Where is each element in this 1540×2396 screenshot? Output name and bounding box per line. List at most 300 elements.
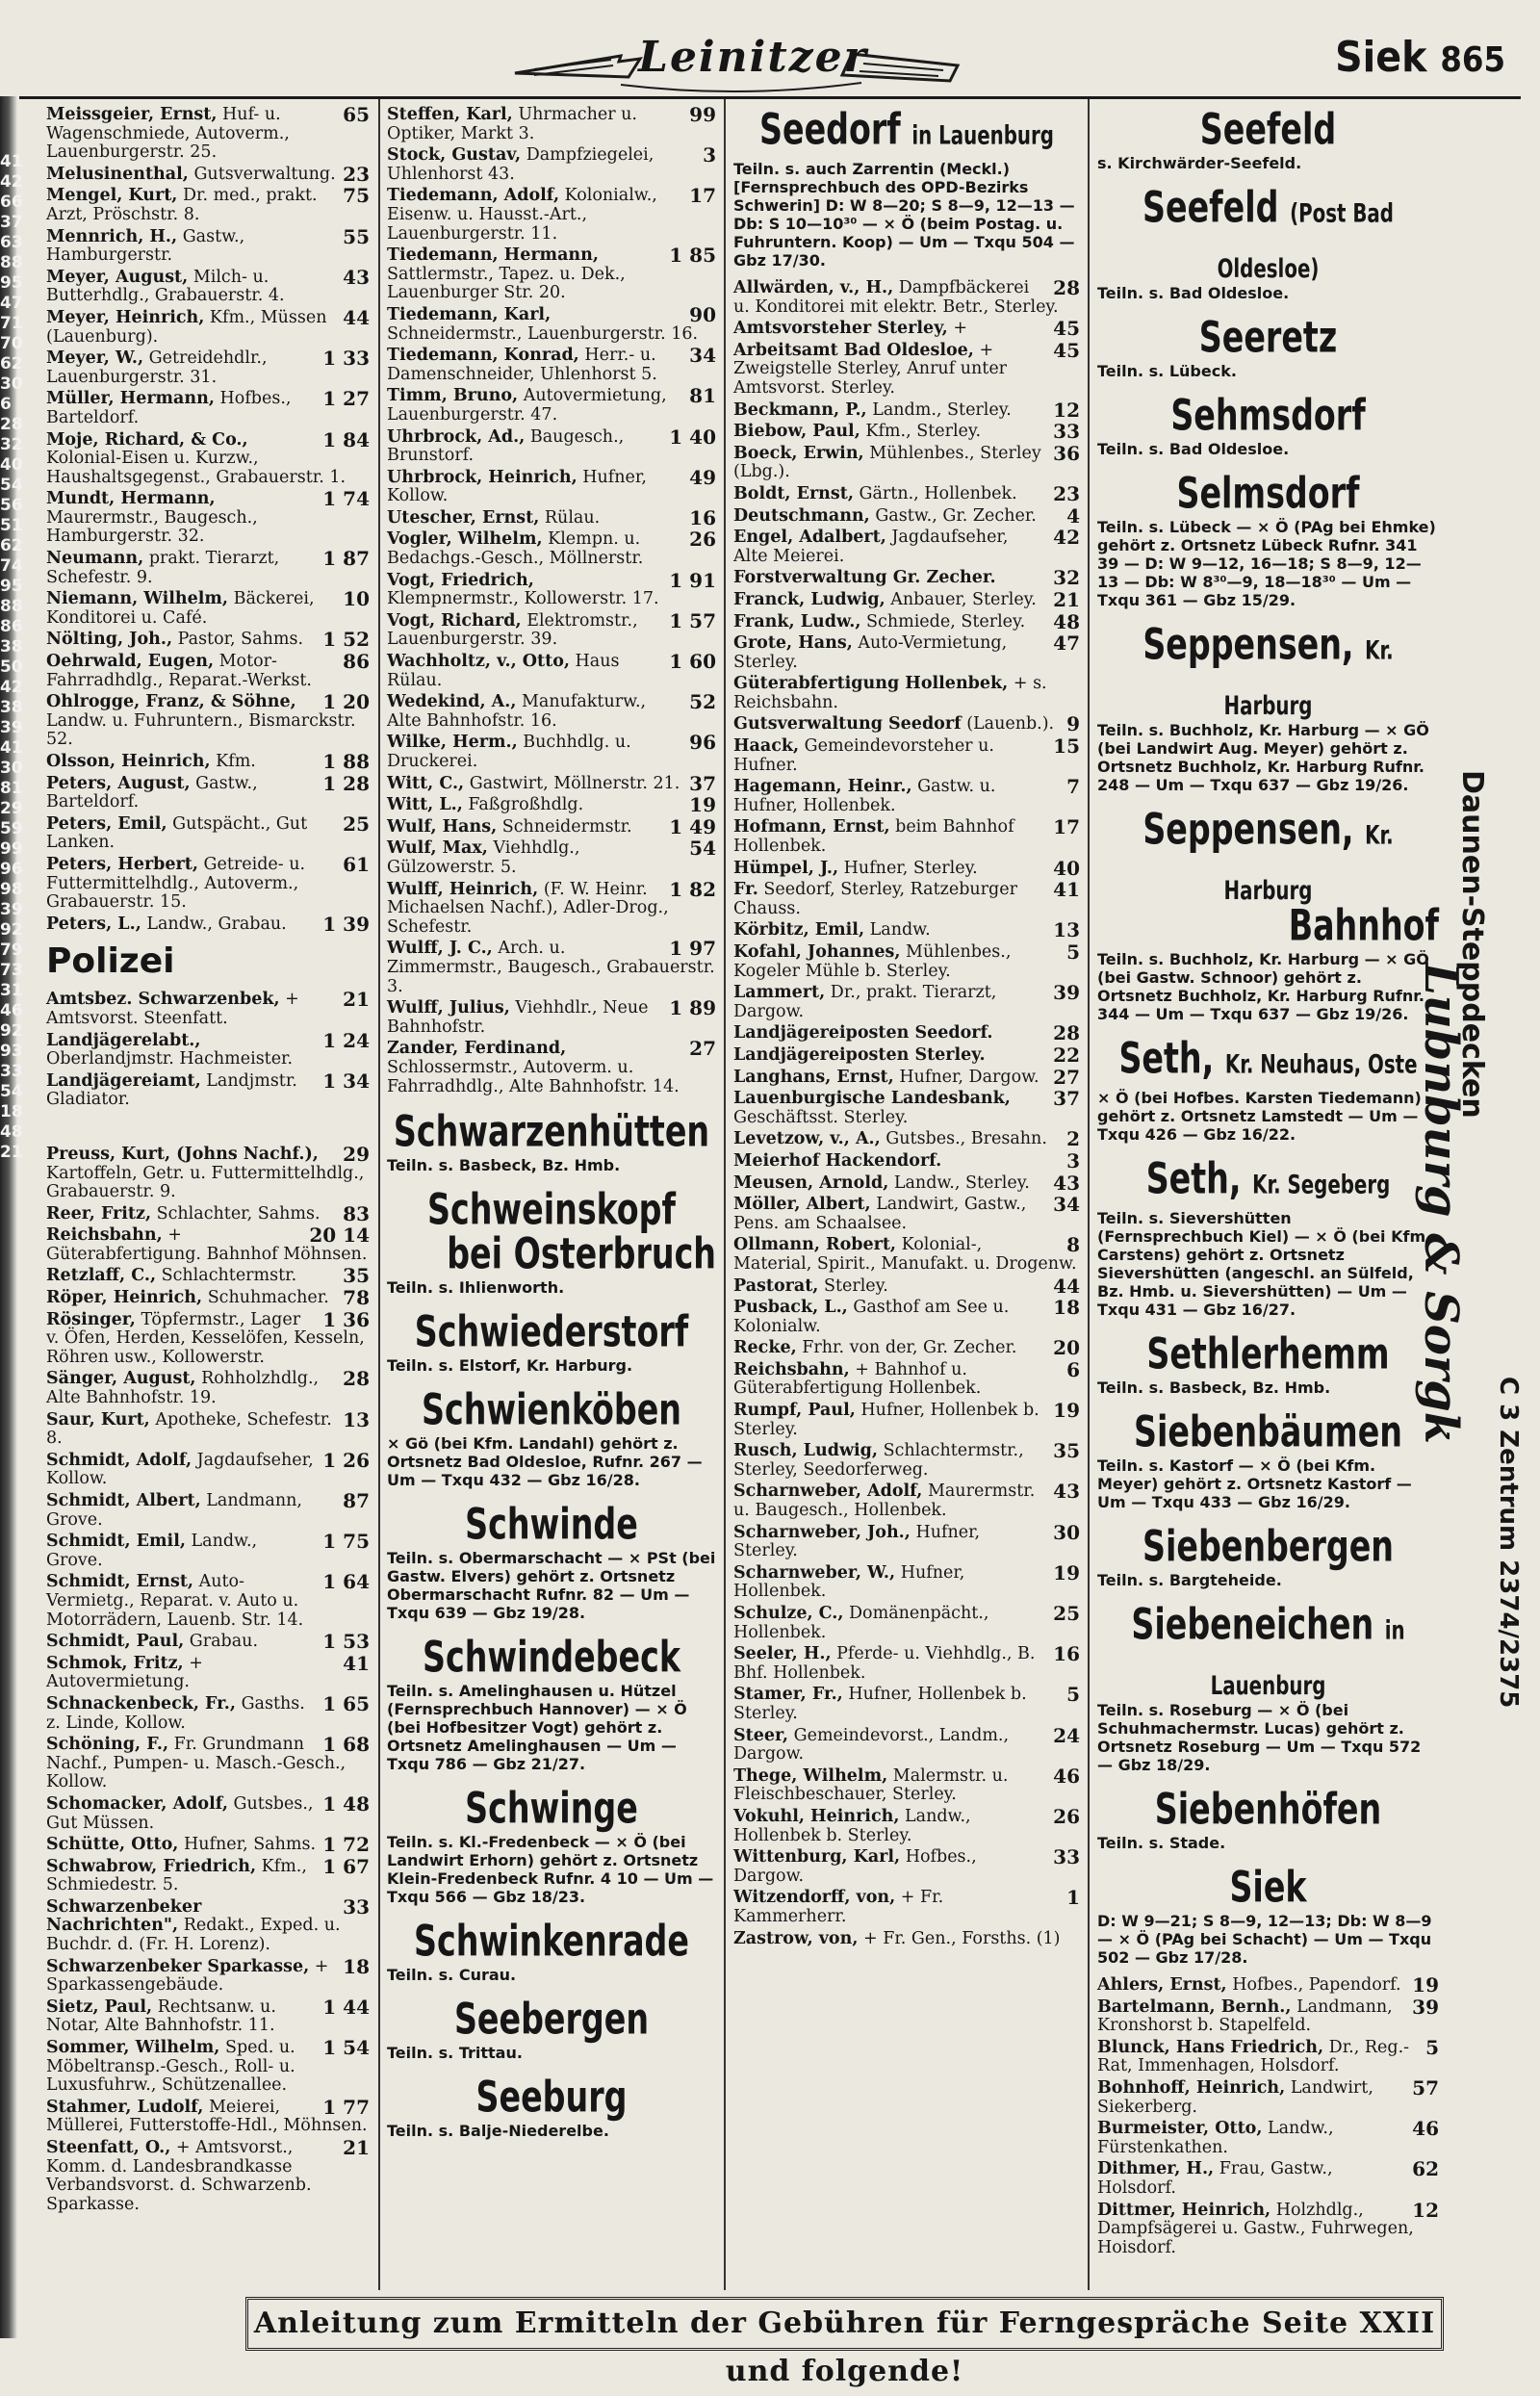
subscriber-name: Peters, August, bbox=[46, 773, 191, 793]
subscriber-name: Landjägereiamt, bbox=[46, 1070, 201, 1091]
subscriber-details: Landw., Sterley. bbox=[893, 1172, 1030, 1193]
phone-number: 26 bbox=[1053, 1804, 1080, 1828]
subscriber-details: Landmann, Grove. bbox=[46, 1491, 302, 1530]
directory-entry bbox=[46, 349, 370, 387]
phone-number: 1 91 bbox=[669, 568, 716, 592]
directory-entry bbox=[46, 988, 370, 1028]
subscriber-name: Thege, Wilhelm, bbox=[733, 1765, 888, 1786]
subscriber-name: Pastorat, bbox=[733, 1275, 819, 1296]
phone-number: 1 89 bbox=[669, 996, 716, 1020]
directory-entry bbox=[387, 937, 716, 996]
directory-entry bbox=[733, 856, 1080, 880]
phone-number: 28 bbox=[1053, 276, 1080, 299]
directory-entry bbox=[46, 690, 370, 750]
edge-number: 47 bbox=[0, 294, 23, 313]
phone-number: 83 bbox=[343, 1201, 370, 1225]
edge-number: 88 bbox=[0, 597, 23, 616]
place-heading bbox=[387, 1186, 716, 1234]
subscriber-details: Bäckerei, Konditorei u. Café. bbox=[46, 589, 315, 628]
place-info: Teiln. s. Bad Oldesloe. bbox=[1097, 440, 1290, 458]
directory-entry bbox=[733, 1764, 1080, 1805]
subscriber-name: Peters, Herbert, bbox=[46, 854, 198, 874]
phone-number: 29 bbox=[343, 1142, 370, 1166]
subscriber-name: Haack, bbox=[733, 736, 800, 757]
edge-number: 33 bbox=[0, 1062, 23, 1081]
directory-entry bbox=[733, 712, 1080, 736]
directory-entry bbox=[733, 398, 1080, 422]
place-info: Teiln. s. Lübeck — × Ö (PAg bei Ehmke) gehört z. Ortsnetz Lübeck Rufnr. 341 39 — D: W 9—12, 16—18; S 8—9, 12—13 — Db: W 8³⁰—9, 18—18³⁰ — Um — Txqu 361 — Gbz 15/29. bbox=[1097, 518, 1436, 609]
directory-entry bbox=[733, 1171, 1080, 1195]
phone-number: 35 bbox=[343, 1264, 370, 1288]
edge-number: 41 bbox=[0, 738, 23, 758]
subscriber-name: Amtsbez. Schwarzenbek, bbox=[46, 990, 280, 1010]
subscriber-name: Dithmer, H., bbox=[1097, 2159, 1215, 2179]
subscriber-details: Gastwirt, Möllnerstr. 21. bbox=[469, 773, 680, 793]
edge-number: 99 bbox=[0, 839, 23, 859]
phone-number: 5 bbox=[1066, 1683, 1080, 1707]
subscriber-name: Dittmer, Heinrich, bbox=[1097, 2200, 1271, 2220]
phone-number: 21 bbox=[343, 2136, 370, 2159]
phone-number: 42 bbox=[1053, 526, 1080, 550]
subscriber-details: Kfm. bbox=[216, 752, 256, 771]
directory-entry bbox=[46, 1894, 370, 1955]
directory-entry bbox=[387, 608, 716, 650]
subscriber-details: Gastw. u. Hufner, Hollenbek. bbox=[733, 777, 996, 815]
directory-entry bbox=[733, 587, 1080, 611]
subscriber-name: Schomacker, Adolf, bbox=[46, 1793, 228, 1814]
phone-number: 23 bbox=[1053, 481, 1080, 505]
subscriber-name: Amtsvorsteher Sterley, bbox=[733, 319, 948, 339]
directory-entry bbox=[46, 1448, 370, 1489]
directory-entry bbox=[46, 2095, 370, 2136]
directory-entry bbox=[733, 1065, 1080, 1089]
place-name: Sethlerhemm bbox=[1146, 1328, 1390, 1379]
subscriber-details: Pastor, Sahms. bbox=[177, 630, 304, 650]
place-heading bbox=[1097, 184, 1439, 295]
section-heading-police: Polizei bbox=[46, 941, 175, 982]
edge-number: 56 bbox=[0, 496, 23, 515]
place-heading bbox=[387, 1634, 716, 1682]
directory-entry bbox=[733, 609, 1080, 633]
subscriber-details: Landw., Grabau. bbox=[146, 914, 287, 934]
subscriber-name: Stamer, Fr., bbox=[733, 1685, 843, 1705]
place-name: Siek bbox=[1229, 1862, 1307, 1913]
phone-number: 39 bbox=[1412, 1995, 1439, 2019]
subscriber-name: Melusinenthal, bbox=[46, 164, 189, 184]
directory-entry bbox=[46, 1264, 370, 1288]
directory-entry bbox=[1097, 2035, 1439, 2076]
subscriber-details: Dampfbäckerei u. Konditorei mit elektr. Betr., Sterley. bbox=[733, 278, 1059, 317]
subscriber-details: Anbauer, Sterley. bbox=[890, 589, 1037, 609]
phone-number: 33 bbox=[343, 1894, 370, 1919]
subscriber-details: Kfm., Sterley. bbox=[865, 422, 982, 442]
page-title bbox=[1335, 33, 1505, 82]
place-heading bbox=[1097, 470, 1439, 518]
subscriber-details: + s. Reichsbahn. bbox=[733, 674, 1047, 712]
phone-number: 1 84 bbox=[322, 427, 370, 451]
subscriber-details: Schlachtermstr. bbox=[161, 1266, 297, 1286]
phone-number: 21 bbox=[1053, 587, 1080, 611]
phone-number: 33 bbox=[1053, 420, 1080, 444]
directory-entry bbox=[733, 775, 1080, 815]
directory-entry bbox=[46, 1226, 370, 1264]
edge-number: 6 bbox=[0, 395, 12, 414]
edge-number: 39 bbox=[0, 900, 23, 919]
directory-entry bbox=[733, 1087, 1080, 1127]
subscriber-name: Pusback, L., bbox=[733, 1298, 848, 1318]
directory-entry bbox=[733, 1520, 1080, 1561]
subscriber-details: Meierei, Müllerei, Futterstoffe-Hdl., Möhnsen. bbox=[46, 2097, 368, 2136]
phone-number: 19 bbox=[1412, 1973, 1439, 1997]
phone-number: 19 bbox=[689, 793, 716, 817]
subscriber-details: Motor-Fahrradhdlg., Reparat.-Werkst. bbox=[46, 652, 312, 690]
subscriber-details: Hufner, Hollenbek b. Sterley. bbox=[733, 1685, 1027, 1723]
edge-number: 93 bbox=[0, 1042, 23, 1061]
edge-number: 98 bbox=[0, 880, 23, 899]
directory-entry bbox=[46, 1691, 370, 1733]
subscriber-name: Kofahl, Johannes, bbox=[733, 942, 901, 962]
subscriber-name: Meierhof Hackendorf. bbox=[733, 1150, 942, 1171]
subscriber-name: Reichsbahn, bbox=[733, 1359, 850, 1379]
phone-number: 1 77 bbox=[322, 2095, 370, 2119]
subscriber-details: Elektromstr., Lauenburgerstr. 39. bbox=[387, 610, 638, 650]
phone-number: 99 bbox=[689, 103, 716, 126]
directory-entry bbox=[387, 505, 716, 529]
place-info: Teiln. s. Stade. bbox=[1097, 1834, 1226, 1852]
subscriber-name: Retzlaff, C., bbox=[46, 1266, 157, 1286]
edge-number: 28 bbox=[0, 415, 23, 434]
subscriber-name: Olsson, Heinrich, bbox=[46, 752, 211, 771]
subscriber-details: Sterley. bbox=[823, 1275, 888, 1296]
column-3 bbox=[733, 106, 1080, 1951]
directory-entry bbox=[387, 690, 716, 731]
place-info: Teiln. s. Basbeck, Bz. Hmb. bbox=[1097, 1378, 1331, 1397]
phone-number: 12 bbox=[1053, 398, 1080, 422]
subscriber-details: Kolonialw., Eisenw. u. Hausst.-Art., Lauenburgerstr. 11. bbox=[387, 186, 657, 244]
phone-number: 26 bbox=[689, 528, 716, 552]
place-name: Seeburg bbox=[475, 2072, 628, 2123]
directory-entry bbox=[733, 878, 1080, 918]
place-info: Teiln. s. Trittau. bbox=[387, 2044, 523, 2063]
subscriber-name: Peters, Emil, bbox=[46, 813, 167, 834]
phone-number: 1 26 bbox=[322, 1448, 370, 1472]
directory-entry bbox=[733, 1482, 1080, 1520]
phone-number: 44 bbox=[343, 305, 370, 329]
subscriber-name: Niemann, Wilhelm, bbox=[46, 589, 229, 609]
place-name: Schwinde bbox=[465, 1499, 638, 1550]
footer-note: Anleitung zum Ermitteln der Gebühren für Ferngespräche Seite XXII und folgende! bbox=[245, 2297, 1444, 2351]
place-heading bbox=[387, 1108, 716, 1156]
subscriber-name: Saur, Kurt, bbox=[46, 1409, 150, 1430]
place-heading bbox=[387, 1918, 716, 1966]
edge-number: 92 bbox=[0, 920, 23, 940]
phone-number: 1 75 bbox=[322, 1530, 370, 1554]
subscriber-details: Frau, Gastw., Holsdorf. bbox=[1097, 2159, 1333, 2198]
directory-entry bbox=[733, 631, 1080, 672]
place-heading bbox=[387, 1996, 716, 2044]
subscriber-details: Hufner, Hollenbek b. Sterley. bbox=[733, 1401, 1040, 1439]
directory-entry bbox=[733, 1642, 1080, 1683]
place-info: Teiln. s. Lübeck. bbox=[1097, 362, 1237, 380]
subscriber-details: Landw., Hollenbek b. Sterley. bbox=[733, 1806, 971, 1845]
phone-number: 17 bbox=[689, 184, 716, 208]
phone-number: 81 bbox=[689, 384, 716, 408]
directory-entry bbox=[1097, 2117, 1439, 2157]
subscriber-details: + Güterabfertigung. Bahnhof Möhnsen. bbox=[46, 1225, 368, 1264]
subscriber-details: Schlachtermstr., Sterley, Seedorferweg. bbox=[733, 1441, 1024, 1480]
logo-text: Leinitzer bbox=[638, 33, 868, 82]
place-name: Schwindebeck bbox=[423, 1632, 680, 1683]
edge-number: 40 bbox=[0, 455, 23, 475]
subscriber-name: Rusch, Ludwig, bbox=[733, 1441, 878, 1461]
publisher-logo bbox=[505, 27, 977, 94]
directory-entry bbox=[46, 771, 370, 812]
phone-number: 90 bbox=[689, 302, 716, 326]
directory-entry bbox=[733, 1845, 1080, 1886]
subscriber-name: Ahlers, Ernst, bbox=[1097, 1975, 1227, 1995]
edge-number: 81 bbox=[0, 779, 23, 798]
phone-number: 1 60 bbox=[669, 650, 716, 674]
phone-number: 43 bbox=[1053, 1480, 1080, 1504]
directory-entry bbox=[46, 750, 370, 773]
subscriber-details: Dr. med., prakt. Arzt, Pröschstr. 8. bbox=[46, 186, 318, 224]
subscriber-name: Franck, Ludwig, bbox=[733, 589, 886, 609]
place-name: Seppensen, bbox=[1142, 804, 1354, 855]
edge-number: 38 bbox=[0, 698, 23, 717]
phone-number: 41 bbox=[1053, 878, 1080, 902]
phone-number: 4 bbox=[1066, 503, 1080, 528]
subscriber-details: + bbox=[953, 319, 968, 339]
edge-number: 41 bbox=[0, 152, 23, 171]
subscriber-name: Bartelmann, Bernh., bbox=[1097, 1997, 1292, 2017]
subscriber-details: Maurermstr. u. Baugesch., Hollenbek. bbox=[733, 1481, 1036, 1521]
subscriber-details: (F. W. Heinr. Michaelsen Nachf.), Adler-Drog., Schefestr. bbox=[387, 879, 669, 937]
subscriber-name: Bohnhoff, Heinrich, bbox=[1097, 2077, 1286, 2098]
subscriber-name: Schöning, F., bbox=[46, 1735, 169, 1755]
subscriber-name: Nölting, Joh., bbox=[46, 630, 173, 650]
subscriber-details: Hufner, Dargow. bbox=[899, 1067, 1040, 1087]
subscriber-details: Auto-Vermietg., Reparat. v. Auto u. Motorrädern, Lauenb. Str. 14. bbox=[46, 1572, 304, 1630]
place-suffix: Kr. Harburg bbox=[1223, 821, 1394, 907]
directory-entry bbox=[46, 387, 370, 427]
directory-entry bbox=[733, 815, 1080, 857]
place-info: Teiln. s. auch Zarrentin (Meckl.) [Fernsprechbuch des OPD-Bezirks Schwerin] D: W 8—20; S 8—9, 12—13 — Db: S 10—10³⁰ — × Ö (beim Postag. u. Fuhruntern. Koop) — Um — Txqu 504 — Gbz 17/30. bbox=[733, 160, 1075, 270]
subscriber-details: Gastw., Barteldorf. bbox=[46, 773, 258, 812]
phone-number: 12 bbox=[1412, 2198, 1439, 2222]
place-heading bbox=[1097, 1155, 1439, 1211]
phone-number: 57 bbox=[1412, 2075, 1439, 2100]
subscriber-name: Burmeister, Otto, bbox=[1097, 2119, 1263, 2139]
subscriber-details: + Fr. Kammerherr. bbox=[733, 1888, 944, 1926]
place-name: Seth, bbox=[1145, 1153, 1242, 1204]
directory-entry bbox=[46, 162, 370, 186]
subscriber-name: Schmidt, Adolf, bbox=[46, 1450, 192, 1470]
place-heading bbox=[1097, 1408, 1439, 1456]
subscriber-name: Wulff, J. C., bbox=[387, 939, 493, 959]
directory-entry bbox=[733, 675, 1080, 712]
phone-number: 1 33 bbox=[322, 347, 370, 371]
subscriber-details: Herr.- u. Damenschneider, Uhlenhorst 5. bbox=[387, 346, 657, 384]
spacer bbox=[46, 1113, 370, 1146]
phone-number: 1 82 bbox=[669, 877, 716, 901]
directory-entry bbox=[46, 427, 370, 488]
subscriber-name: Meusen, Arnold, bbox=[733, 1172, 889, 1193]
subscriber-details: Oberlandjmstr. Hachmeister. bbox=[46, 1049, 294, 1069]
subscriber-details: Fr. Grundmann Nachf., Pumpen- u. Masch.-Gesch., Kollow. bbox=[46, 1735, 346, 1792]
subscriber-name: Timm, Bruno, bbox=[387, 386, 519, 406]
subscriber-details: Malermstr. u. Fleischbeschauer, Sterley. bbox=[733, 1765, 1009, 1805]
subscriber-details: Grabau. bbox=[189, 1632, 259, 1652]
directory-entry bbox=[733, 1274, 1080, 1298]
edge-number: 30 bbox=[0, 374, 23, 394]
directory-entry bbox=[733, 528, 1080, 566]
directory-entry bbox=[46, 650, 370, 690]
phone-number: 48 bbox=[1053, 609, 1080, 633]
subscriber-name: Schnackenbeck, Fr., bbox=[46, 1693, 236, 1713]
phone-number: 28 bbox=[1053, 1021, 1080, 1045]
subscriber-details: Manufakturw., Alte Bahnhofstr. 16. bbox=[387, 692, 647, 731]
place-info: × Gö (bei Kfm. Landahl) gehört z. Ortsnetz Bad Oldesloe, Rufnr. 267 — Um — Txqu 432 — Gbz 16/28. bbox=[387, 1434, 703, 1490]
directory-entry bbox=[733, 1723, 1080, 1765]
subscriber-details: Gasthof am See u. Kolonialw. bbox=[733, 1298, 1010, 1336]
subscriber-name: Wilke, Herm., bbox=[387, 733, 518, 753]
subscriber-name: Frank, Ludw., bbox=[733, 611, 861, 631]
phone-number: 18 bbox=[1053, 1296, 1080, 1320]
directory-entry bbox=[46, 1489, 370, 1530]
phone-number: 2 bbox=[1066, 1127, 1080, 1151]
directory-entry bbox=[46, 487, 370, 547]
directory-entry bbox=[46, 587, 370, 628]
phone-number: 18 bbox=[343, 1954, 370, 1978]
subscriber-name: Röper, Heinrich, bbox=[46, 1288, 203, 1308]
subscriber-details: Milch- u. Butterhdlg., Grabauerstr. 4. bbox=[46, 267, 285, 306]
place-name: Siebenbäumen bbox=[1133, 1406, 1403, 1457]
directory-entry bbox=[733, 1043, 1080, 1067]
subscriber-name: Oehrwald, Eugen, bbox=[46, 652, 215, 672]
subscriber-name: Schmok, Fritz, bbox=[46, 1653, 184, 1673]
place-heading bbox=[733, 106, 1080, 162]
subscriber-details: + Bahnhof u. Güterabfertigung Hollenbek. bbox=[733, 1359, 982, 1399]
column-rule bbox=[1088, 99, 1090, 2290]
place-info: Teiln. s. Kastorf — × Ö (bei Kfm. Meyer) gehört z. Ortsnetz Kastorf — Um — Txqu 433 — Gbz 16/29. bbox=[1097, 1456, 1412, 1511]
directory-entry bbox=[733, 1560, 1080, 1602]
place-name: Seth, bbox=[1118, 1033, 1215, 1084]
place-name: Schweinskopf bbox=[427, 1184, 676, 1235]
column-1 bbox=[46, 103, 370, 2217]
subscriber-details: Kolonial-, Material, Spirit., Manufakt. u. Drogenw. bbox=[733, 1235, 1077, 1274]
phone-number: 19 bbox=[1053, 1399, 1080, 1423]
place-name: Sehmsdorf bbox=[1170, 390, 1366, 441]
directory-entry bbox=[387, 731, 716, 771]
edge-number: 95 bbox=[0, 273, 23, 293]
subscriber-details: Viehhdlg., Gülzowerstr. 5. bbox=[387, 838, 580, 877]
subscriber-details: + Autovermietung. bbox=[46, 1653, 203, 1692]
phone-number: 43 bbox=[1053, 1171, 1080, 1195]
directory-entry bbox=[387, 650, 716, 690]
place-name: Seebergen bbox=[453, 1994, 650, 2045]
subscriber-name: Wulff, Julius, bbox=[387, 998, 510, 1018]
phone-number: 43 bbox=[343, 265, 370, 289]
directory-entry bbox=[387, 877, 716, 938]
phone-number: 1 54 bbox=[322, 2036, 370, 2060]
subscriber-details: Dr., prakt. Tierarzt, Dargow. bbox=[733, 983, 997, 1021]
subscriber-name: Ollmann, Robert, bbox=[733, 1235, 897, 1255]
edge-number: 59 bbox=[0, 819, 23, 838]
ad-phone-text: C 3 Zentrum 2374/2375 bbox=[1494, 1377, 1523, 1709]
phone-number: 24 bbox=[1053, 1723, 1080, 1747]
subscriber-details: Haus Rülau. bbox=[387, 652, 620, 690]
subscriber-details: Landmann, Kronshorst b. Stapelfeld. bbox=[1097, 1997, 1393, 2036]
subscriber-name: Utescher, Ernst, bbox=[387, 507, 540, 528]
phone-number: 22 bbox=[1053, 1043, 1080, 1067]
edge-number: 21 bbox=[0, 1143, 23, 1162]
phone-number: 86 bbox=[343, 650, 370, 674]
phone-number: 87 bbox=[343, 1489, 370, 1512]
phone-number: 15 bbox=[1053, 734, 1080, 759]
subscriber-details: Seedorf, Sterley, Ratzeburger Chauss. bbox=[733, 880, 1017, 918]
directory-entry bbox=[733, 317, 1080, 341]
place-info: Teiln. s. Ihlienworth. bbox=[387, 1278, 565, 1298]
phone-number: 55 bbox=[343, 224, 370, 248]
subscriber-details: Hofbes., Barteldorf. bbox=[46, 389, 292, 427]
directory-entry bbox=[46, 812, 370, 853]
directory-entry bbox=[46, 1367, 370, 1408]
directory-entry bbox=[46, 912, 370, 936]
subscriber-details: Gutsbes., Gut Müssen. bbox=[46, 1793, 314, 1833]
subscriber-name: Sommer, Wilhelm, bbox=[46, 2038, 220, 2058]
subscriber-name: Allwärden, v., H., bbox=[733, 278, 894, 297]
subscriber-details: Auto-Vermietung, Sterley. bbox=[733, 633, 1008, 672]
place-info: Teiln. s. Elstorf, Kr. Harburg. bbox=[387, 1356, 633, 1376]
subscriber-name: Sietz, Paul, bbox=[46, 1997, 153, 2017]
phone-number: 1 49 bbox=[669, 814, 716, 838]
subscriber-details: Hufner, Sterley. bbox=[733, 1522, 981, 1561]
place-heading bbox=[1097, 314, 1439, 362]
subscriber-details: Töpfermstr., Lager v. Öfen, Herden, Kesselöfen, Kesseln, Röhren usw., Kollowerstr. bbox=[46, 1309, 365, 1367]
place-name: Schwiederstorf bbox=[414, 1306, 689, 1357]
subscriber-name: Mundt, Hermann, bbox=[46, 489, 216, 509]
phone-number: 19 bbox=[1053, 1560, 1080, 1584]
subscriber-details: Schlachter, Sahms. bbox=[156, 1203, 321, 1224]
directory-entry bbox=[733, 338, 1080, 399]
subscriber-details: Sped. u. Möbeltransp.-Gesch., Roll- u. Luxusfuhrw., Schützenallee. bbox=[46, 2038, 295, 2096]
place-info: Teiln. s. Roseburg — × Ö (bei Schuhmachermstr. Lucas) gehört z. Ortsnetz Roseburg — Um — Txqu 572 — Gbz 18/29. bbox=[1097, 1701, 1422, 1774]
page-header bbox=[19, 19, 1521, 99]
edge-number: 62 bbox=[0, 536, 23, 555]
directory-entry bbox=[46, 1028, 370, 1069]
subscriber-details: Uhrmacher u. Optiker, Markt 3. bbox=[387, 105, 637, 143]
subscriber-details: Landm., Sterley. bbox=[872, 399, 1012, 420]
edge-number: 74 bbox=[0, 556, 23, 576]
subscriber-details: Arch. u. Zimmermstr., Baugesch., Grabauerstr. 3. bbox=[387, 939, 715, 996]
subscriber-name: Boeck, Erwin, bbox=[733, 443, 864, 463]
directory-entry bbox=[387, 143, 716, 184]
directory-entry bbox=[387, 814, 716, 838]
edge-number: 66 bbox=[0, 193, 23, 212]
phone-number: 23 bbox=[343, 162, 370, 186]
phone-number: 1 28 bbox=[322, 771, 370, 795]
subscriber-details: Gastw., Gr. Zecher. bbox=[875, 505, 1037, 526]
edge-number: 62 bbox=[0, 354, 23, 374]
subscriber-name: Neumann, bbox=[46, 549, 144, 569]
directory-entry bbox=[46, 1954, 370, 1996]
place-info: D: W 9—21; S 8—9, 12—13; Db: W 8—9 — × Ö (PAg bei Schacht) — Um — Txqu 502 — Gbz 17/28. bbox=[1097, 1912, 1432, 1967]
place-suffix: Kr. Harburg bbox=[1223, 636, 1394, 722]
phone-number: 25 bbox=[1053, 1602, 1080, 1625]
subscriber-details: Gasths. z. Linde, Kollow. bbox=[46, 1693, 305, 1733]
subscriber-details: Sattlermstr., Tapez. u. Dek., Lauenburger Str. 20. bbox=[387, 264, 626, 303]
subscriber-details: Rohholzhdlg., Alte Bahnhofstr. 19. bbox=[46, 1369, 320, 1408]
